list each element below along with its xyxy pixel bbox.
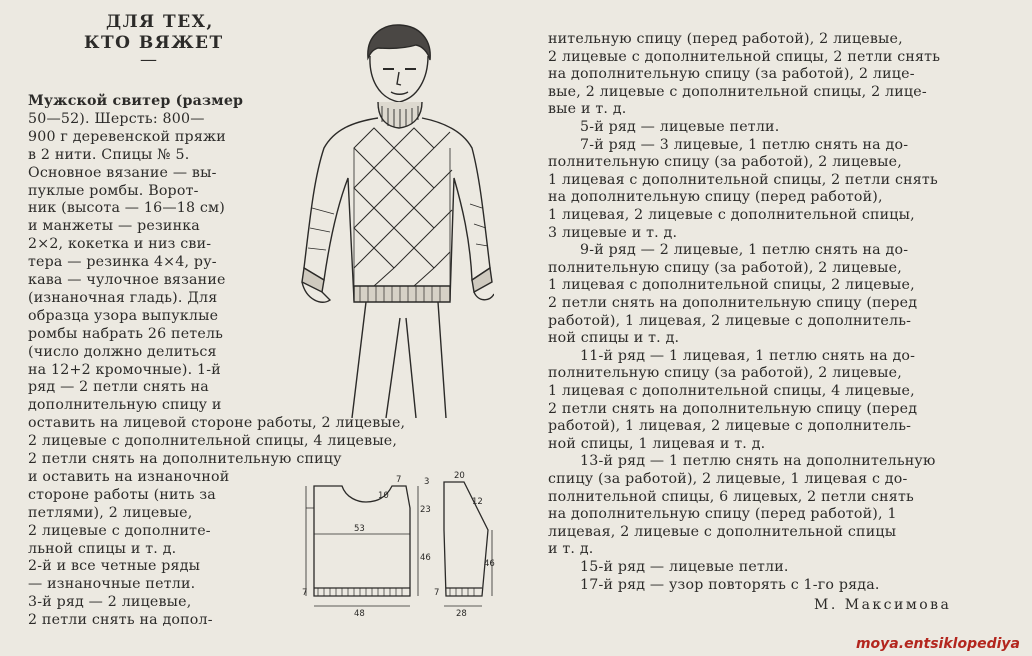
heading-line-1: ДЛЯ ТЕХ, (106, 12, 214, 32)
left-text-line: 2 петли снять на дополнительную спицу (28, 451, 342, 467)
right-text-line: на дополнительную спицу (за работой), 2 лице- (548, 66, 915, 83)
left-text-line: (число должно делиться (28, 343, 217, 360)
left-text-line: ряд — 2 петли снять на (28, 379, 209, 396)
pattern-label-body-height: 46 (420, 553, 431, 563)
pattern-label-width: 53 (354, 524, 365, 534)
left-text-line: оставить на лицевой стороне работы, 2 лицевые, (28, 415, 406, 432)
right-text-line: 1 лицевая с дополнительной спицы, 2 петли снять (548, 171, 938, 188)
pattern-label-sleeve-cap: 12 (472, 497, 483, 507)
left-text-line: пуклые ромбы. Ворот- (28, 182, 199, 199)
left-text-line: 900 г деревенской пряжи (28, 128, 226, 145)
left-text-line: и оставить на изнаночной (28, 468, 230, 485)
right-text-line: и т. д. (548, 541, 594, 558)
pattern-label-shoulder: 7 (396, 475, 402, 485)
left-text-line: 2 петли снять на допол- (28, 612, 213, 629)
left-text-line: петлями), 2 лицевые, (28, 504, 193, 521)
right-text-line: работой), 1 лицевая, 2 лицевые с дополнитель- (548, 312, 912, 329)
right-text-line: ной спицы и т. д. (548, 330, 680, 347)
author-signature: М. Максимова (814, 597, 952, 613)
pattern-label-cuff: 7 (434, 588, 440, 598)
left-text-line: 2×2, кокетка и низ сви- (28, 236, 212, 253)
right-text-line: полнительную спицу (за работой), 2 лицевые, (548, 154, 902, 171)
sweater-illustration (282, 18, 494, 418)
left-text-line: — изнаночные петли. (28, 576, 196, 593)
right-text-line: 2 петли снять на дополнительную спицу (перед (548, 295, 918, 311)
pattern-label-sleeve-top: 20 (454, 471, 465, 481)
left-text-line: 2-й и все четные ряды (28, 558, 201, 575)
pattern-label-bottom-width: 48 (354, 609, 365, 619)
left-text-line: 50—52). Шерсть: 800— (28, 110, 205, 127)
left-text-line: тера — резинка 4×4, ру- (28, 254, 217, 271)
right-text-line: ной спицы, 1 лицевая и т. д. (548, 435, 766, 452)
pattern-label-hem: 7 (302, 588, 308, 598)
left-text-line: 2 лицевые с дополните- (28, 522, 211, 539)
right-text-line: 1 лицевая с дополнительной спицы, 4 лицевые, (548, 383, 915, 399)
right-text-line: 2 лицевые с дополнительной спицы, 2 петли снять (548, 48, 941, 65)
left-text-line: Основное вязание — вы- (28, 164, 217, 181)
left-text-line: дополнительную спицу и (28, 397, 222, 414)
right-text-line: вые и т. д. (548, 101, 627, 118)
right-text-line: 1 лицевая с дополнительной спицы, 2 лицевые, (548, 277, 915, 294)
site-watermark: moya.entsiklopediya (855, 636, 1020, 652)
right-text-line: лицевая, 2 лицевые с дополнительной спицы (548, 523, 897, 540)
right-text-line: полнительную спицу (за работой), 2 лицевые, (548, 365, 902, 382)
right-text-line: на дополнительную спицу (перед работой), (548, 189, 883, 206)
right-text-line: нительную спицу (перед работой), 2 лицевые, (548, 31, 903, 47)
left-text-line: ромбы набрать 26 петель (28, 325, 224, 342)
right-text-line: на дополнительную спицу (перед работой), 1 (548, 506, 897, 523)
pattern-label-neck: 10 (378, 491, 389, 501)
left-text-line: образца узора выпуклые (28, 307, 219, 324)
heading-line-2: КТО ВЯЖЕТ (84, 33, 224, 53)
left-text-line: льной спицы и т. д. (28, 540, 177, 557)
left-text-line: 2 лицевые с дополнительной спицы, 4 лицевые, (28, 433, 398, 450)
right-text-line: 9-й ряд — 2 лицевые, 1 петлю снять на до- (580, 242, 909, 259)
right-text-line: 7-й ряд — 3 лицевые, 1 петлю снять на до- (580, 136, 909, 153)
right-text-line: 1 лицевая, 2 лицевые с дополнительной спицы, (548, 207, 915, 223)
right-text-line: вые, 2 лицевые с дополнительной спицы, 2 лице- (548, 83, 927, 100)
right-text-line: 15-й ряд — лицевые петли. (580, 559, 789, 575)
left-text-line: и манжеты — резинка (28, 218, 200, 235)
right-text-line: 2 петли снять на дополнительную спицу (перед (548, 400, 918, 417)
right-text-line: 17-й ряд — узор повторять с 1-го ряда. (580, 576, 880, 593)
left-text-line: ник (высота — 16—18 см) (28, 200, 226, 217)
right-text-line: спицу (за работой), 2 лицевые, 1 лицевая с до- (548, 471, 908, 487)
pattern-label-sleeve-width: 28 (456, 609, 467, 619)
pattern-diagram (296, 468, 496, 620)
left-text-line: (изнаночная гладь). Для (28, 289, 218, 306)
heading-dash: — (140, 50, 159, 70)
left-text-line: в 2 нити. Спицы № 5. (28, 146, 190, 163)
left-text-line: Мужской свитер (размер (28, 93, 244, 109)
left-text-line: стороне работы (нить за (28, 486, 216, 503)
left-text-line: 3-й ряд — 2 лицевые, (28, 594, 192, 611)
right-text-line: 3 лицевые и т. д. (548, 224, 678, 241)
pattern-label-top: 3 (424, 477, 430, 487)
right-text-line: полнительной спицы, 6 лицевых, 2 петли снять (548, 488, 914, 505)
right-text-line: 13-й ряд — 1 петлю снять на дополнительную (580, 453, 936, 470)
pattern-label-sleeve-height: 46 (484, 559, 495, 569)
left-text-line: на 12+2 кромочные). 1-й (28, 361, 221, 378)
right-text-line: 5-й ряд — лицевые петли. (580, 119, 780, 135)
right-text-line: полнительную спицу (за работой), 2 лицевые, (548, 259, 902, 276)
pattern-label-armhole: 23 (420, 505, 431, 515)
left-text-line: кава — чулочное вязание (28, 272, 226, 288)
right-text-line: работой), 1 лицевая, 2 лицевые с дополнитель- (548, 418, 912, 435)
right-text-line: 11-й ряд — 1 лицевая, 1 петлю снять на до- (580, 347, 916, 364)
